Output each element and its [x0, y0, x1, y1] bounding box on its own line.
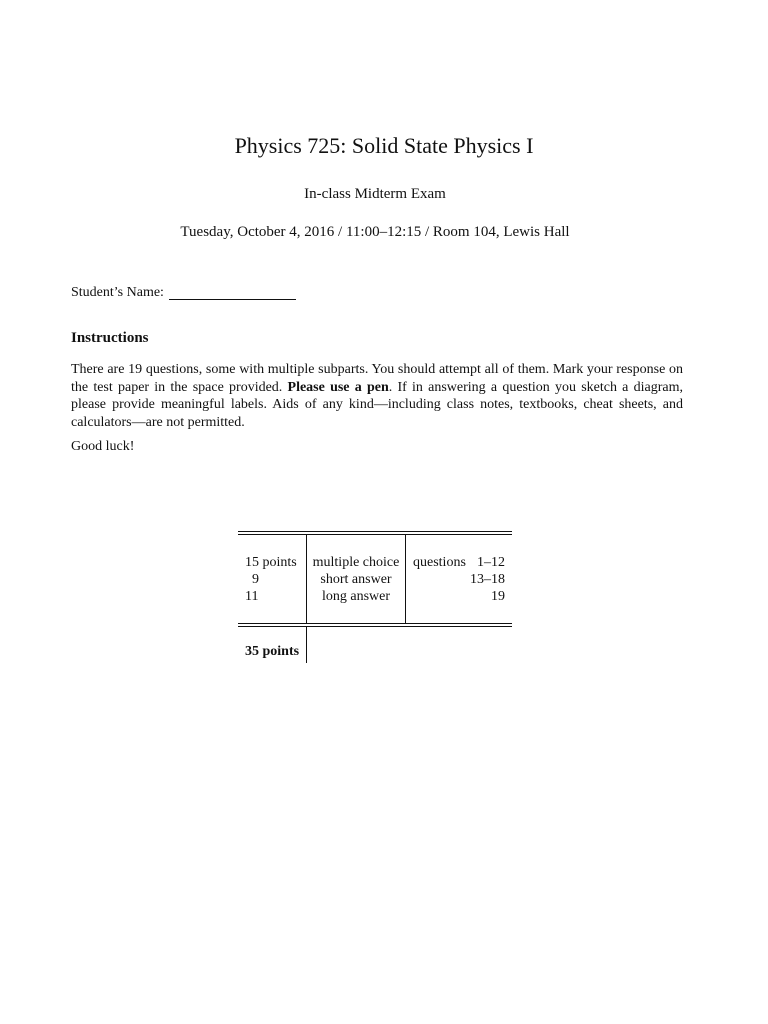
exam-dateline: Tuesday, October 4, 2016 / 11:00–12:15 / Room 104, Lewis Hall: [180, 224, 570, 240]
points-table: [238, 531, 512, 665]
table-cell-questions-label: questions: [413, 555, 466, 570]
table-cell-type: long answer: [321, 589, 391, 604]
table-cell-type: multiple choice: [312, 555, 400, 570]
student-name-blank[interactable]: [169, 283, 296, 300]
table-divider-2: [405, 535, 406, 623]
table-cell-questions-range: 1–12: [477, 555, 505, 570]
instructions-paragraph: [71, 361, 683, 431]
table-cell-questions-range: 13–18: [470, 572, 505, 587]
closing-text: Good luck!: [71, 439, 135, 454]
instructions-text-end: . If in answering a question you sketch a diagram, please provide meaningful labels. Aids of any kind—including class notes, textbooks, cheat sheets, and calculators—are not permitted.: [71, 379, 683, 430]
exam-title: Physics 725: Solid State Physics I: [234, 133, 534, 158]
table-total-divider: [306, 627, 307, 663]
table-cell-points: 15 points: [245, 555, 297, 570]
table-cell-points: 9: [252, 572, 259, 587]
table-cell-questions-range: 19: [491, 589, 505, 604]
table-cell-points: 11: [245, 589, 259, 604]
instructions-bold-text: Please use a pen: [287, 379, 389, 395]
student-name-row: [71, 283, 296, 303]
student-name-label: Student’s Name:: [71, 285, 164, 300]
instructions-text-start: There are 19 questions, some with multiple subparts. You should attempt all of them. Mark your response on the test paper in the space provided.: [71, 362, 683, 395]
exam-subtitle: In-class Midterm Exam: [304, 186, 446, 202]
table-total-points: 35 points: [245, 644, 300, 659]
table-body: [238, 535, 512, 623]
instructions-heading: Instructions: [71, 330, 149, 346]
table-cell-type: short answer: [320, 572, 392, 587]
table-total-row: [238, 627, 512, 665]
